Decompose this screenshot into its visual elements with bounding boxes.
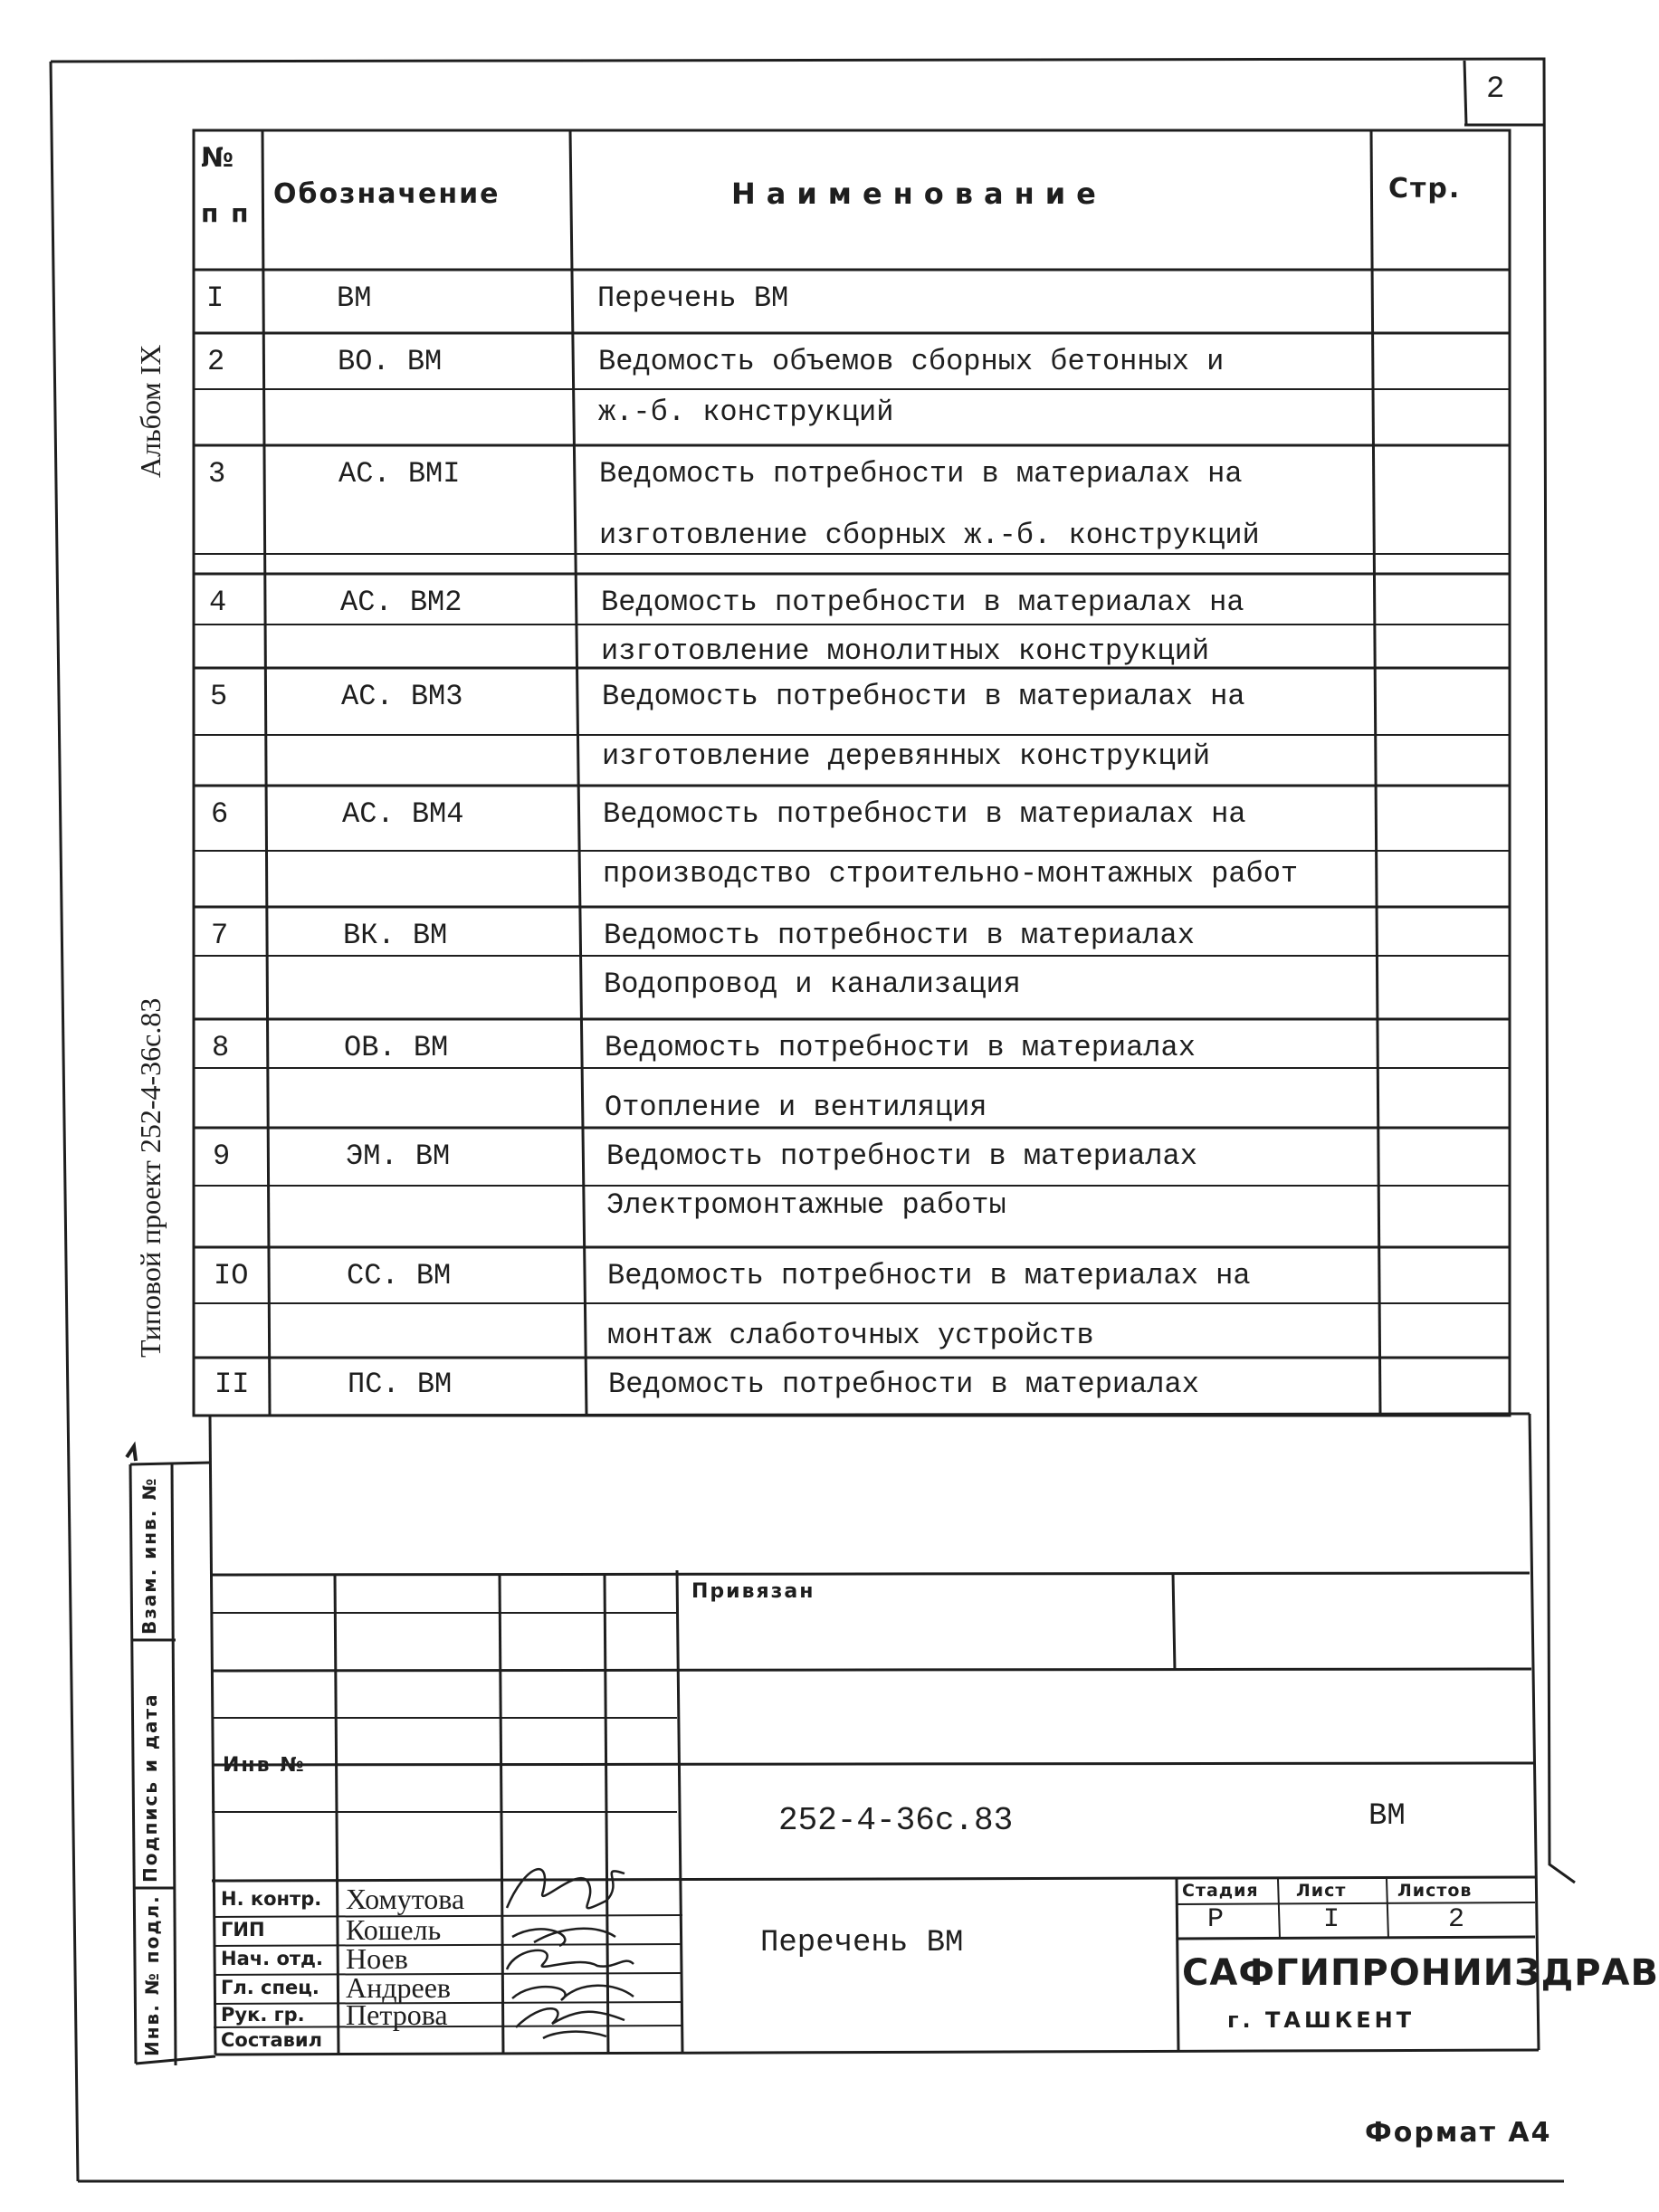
row-number: 4: [209, 586, 227, 619]
row-name-line: Ведомость потребности в материалах на: [599, 457, 1243, 491]
row-name-line: Перечень ВМ: [597, 281, 789, 315]
row-name-line: Ведомость потребности в материалах на: [601, 586, 1244, 619]
row-code: ОВ. ВМ: [344, 1031, 449, 1064]
row-name-line: Ведомость потребности в материалах: [605, 1031, 1196, 1064]
contents-table-grid: [194, 130, 1510, 1416]
row-code: ВМ: [337, 281, 372, 315]
sheets-header: Листов: [1397, 1881, 1473, 1901]
side-project-label: Типовой проект 252-4-36с.83: [134, 997, 167, 1358]
row-name-line: Ведомость объемов сборных бетонных и: [598, 345, 1225, 378]
row-name-line: Ведомость потребности в материалах: [608, 1368, 1199, 1401]
staff-name: Ноев: [346, 1942, 408, 1975]
header-name: Наименование: [731, 176, 1107, 211]
row-number: 6: [211, 797, 229, 831]
row-name-line: Водопровод и канализация: [604, 968, 1021, 1001]
org-city: г. ТАШКЕНТ: [1227, 2007, 1416, 2033]
header-num-top: №: [201, 142, 236, 174]
row-code: АС. ВМ4: [342, 797, 464, 831]
stage-value: Р: [1207, 1904, 1225, 1935]
row-name-line: производство строительно-монтажных работ: [603, 857, 1299, 891]
header-page: Стр.: [1388, 173, 1462, 205]
row-number: 5: [210, 680, 228, 713]
row-number: 8: [212, 1031, 230, 1064]
row-name-line: Ведомость потребности в материалах на: [602, 680, 1245, 713]
row-name-line: Электромонтажные работы: [606, 1188, 1006, 1222]
row-code: ЭМ. ВМ: [346, 1139, 451, 1173]
row-code: АС. ВМI: [338, 457, 461, 491]
staff-role: Нач. отд.: [221, 1948, 323, 1969]
sheet-value: I: [1323, 1904, 1340, 1935]
row-number: 7: [211, 919, 229, 952]
row-code: ВК. ВМ: [343, 919, 448, 952]
header-code: Обозначение: [273, 178, 501, 210]
side-vzam-inv-label: Взам. инв. №: [138, 1476, 160, 1635]
row-name-line: Ведомость потребности в материалах: [604, 919, 1195, 952]
staff-name: Хомутова: [346, 1883, 465, 1915]
privyazan-label: Привязан: [691, 1580, 815, 1603]
row-number: 2: [207, 345, 225, 378]
staff-role: Составил: [221, 2029, 323, 2051]
row-name-line: изготовление монолитных конструкций: [601, 634, 1210, 668]
row-code: ПС. ВМ: [348, 1368, 453, 1401]
row-name-line: ж.-б. конструкций: [598, 396, 894, 429]
row-code: СС. ВМ: [347, 1259, 452, 1292]
row-name-line: изготовление деревянных конструкций: [602, 739, 1211, 773]
staff-role: Н. контр.: [221, 1888, 322, 1910]
row-code: АС. ВМ2: [340, 586, 462, 619]
row-name-line: Ведомость потребности в материалах: [606, 1139, 1197, 1173]
row-name-line: Ведомость потребности в материалах на: [607, 1259, 1251, 1292]
side-album-label: Альбом IX: [134, 344, 167, 478]
inv-no-label: Инв №: [223, 1754, 306, 1777]
row-code: АС. ВМ3: [341, 680, 463, 713]
side-podpis-data-label: Подпись и дата: [139, 1692, 161, 1883]
staff-name: Андреев: [346, 1971, 452, 2004]
side-inv-podl-label: Инв. № подл.: [141, 1894, 163, 2056]
staff-name: Петрова: [346, 1998, 448, 2031]
row-number: IO: [214, 1259, 249, 1292]
row-name-line: Отопление и вентиляция: [605, 1091, 987, 1124]
row-number: II: [215, 1368, 250, 1401]
page-number: 2: [1486, 72, 1505, 107]
stage-header: Стадия: [1182, 1881, 1259, 1901]
row-name-line: монтаж слаботочных устройств: [607, 1319, 1094, 1352]
row-name-line: Ведомость потребности в материалах на: [603, 797, 1246, 831]
sheet-header: Лист: [1296, 1881, 1347, 1901]
staff-role: ГИП: [221, 1919, 265, 1940]
doc-code: 252-4-36с.83: [778, 1802, 1014, 1839]
doc-title: Перечень ВМ: [760, 1926, 964, 1960]
signature-scribbles: [507, 1869, 634, 2038]
sheets-value: 2: [1448, 1904, 1465, 1935]
row-number: I: [206, 281, 224, 315]
row-number: 3: [208, 457, 226, 491]
row-number: 9: [213, 1139, 231, 1173]
header-num-bottom: п п: [201, 198, 251, 228]
format-label: Формат А4: [1365, 2117, 1552, 2149]
staff-name: Кошель: [346, 1913, 442, 1946]
doc-mark: ВМ: [1368, 1799, 1406, 1834]
org-name: САФГИПРОНИИЗДРАВ: [1182, 1952, 1659, 1994]
staff-role: Гл. спец.: [221, 1977, 319, 1998]
row-name-line: изготовление сборных ж.-б. конструкций: [599, 519, 1260, 552]
staff-role: Рук. гр.: [221, 2004, 305, 2026]
row-code: ВО. ВМ: [338, 345, 443, 378]
